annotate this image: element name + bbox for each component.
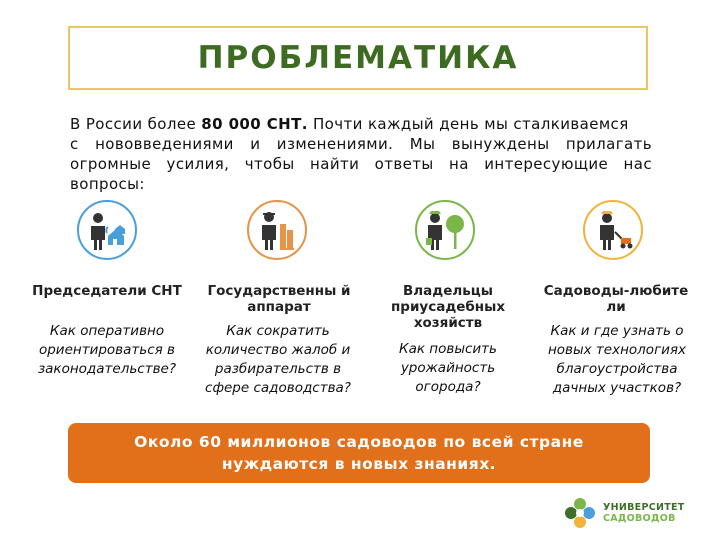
logo-line-1: УНИВЕРСИТЕТ bbox=[603, 502, 685, 513]
intro-paragraph bbox=[70, 114, 652, 194]
column-title-owners: Владельцы приусадебных хозяйств bbox=[390, 283, 506, 331]
column-question-gardeners: Как и где узнать о новых технологиях благоустройства дачных участков? bbox=[547, 323, 687, 396]
intro-prefix: В России более bbox=[70, 115, 202, 133]
summary-banner bbox=[68, 423, 650, 483]
column-question-owners: Как повысить урожайность огорода? bbox=[398, 341, 498, 395]
intro-line-2: с нововведениями и изменениями. Мы вынуждены прилагать огромные усилия, чтобы найти ответы на интересующие нас вопросы: bbox=[70, 135, 652, 193]
intro-line-1 bbox=[70, 114, 652, 134]
flower-logo-icon bbox=[563, 496, 597, 530]
page-title: ПРОБЛЕМАТИКА bbox=[197, 40, 519, 76]
official-building-icon bbox=[247, 200, 307, 260]
gardener-mower-icon bbox=[583, 200, 643, 260]
column-title-gardeners: Садоводы-любите ли bbox=[543, 283, 689, 315]
gardener-tree-icon bbox=[415, 200, 475, 260]
intro-line1-rest: Почти каждый день мы сталкиваемся bbox=[307, 115, 629, 133]
title-box bbox=[68, 26, 648, 90]
logo-text bbox=[603, 502, 685, 524]
chairman-houses-icon bbox=[77, 200, 137, 260]
column-question-chairmen: Как оперативно ориентироваться в законодательстве? bbox=[37, 323, 177, 377]
column-title-government: Государственны й аппарат bbox=[207, 283, 351, 315]
university-logo bbox=[563, 496, 693, 532]
intro-highlight: 80 000 СНТ. bbox=[201, 115, 308, 133]
column-title-chairmen: Председатели СНТ bbox=[32, 283, 182, 299]
column-question-government: Как сократить количество жалоб и разбирательств в сфере садоводства? bbox=[205, 323, 351, 396]
logo-line-2: САДОВОДОВ bbox=[603, 513, 676, 524]
banner-text: Около 60 миллионов садоводов по всей стране нуждаются в новых знаниях. bbox=[134, 433, 584, 473]
